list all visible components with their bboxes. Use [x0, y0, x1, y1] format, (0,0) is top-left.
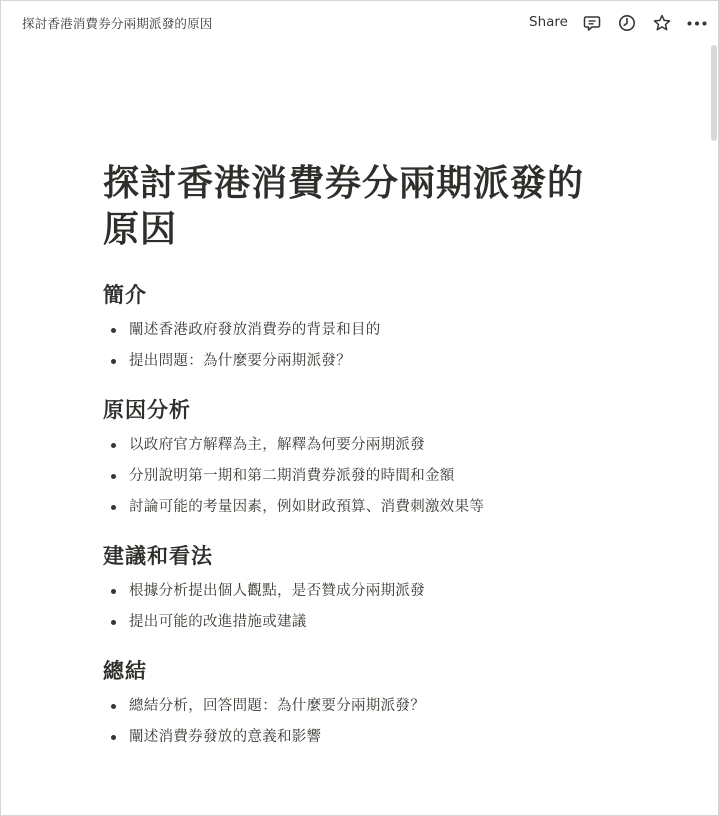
- list-item-text: 闡述香港政府發放消費券的背景和目的: [129, 322, 381, 338]
- section-suggestions: [103, 542, 623, 633]
- list-item[interactable]: [103, 695, 623, 717]
- bullet-list: [103, 580, 623, 633]
- page-title[interactable]: 探討香港消費券分兩期派發的原因: [103, 163, 585, 250]
- list-item[interactable]: [103, 434, 623, 456]
- list-item[interactable]: [103, 611, 623, 633]
- bullet-icon: [111, 328, 116, 333]
- bullet-icon: [111, 443, 116, 448]
- section-heading[interactable]: 建議和看法: [103, 544, 213, 568]
- bullet-icon: [111, 505, 116, 510]
- list-item-text: 提出問題：為什麼要分兩期派發？: [129, 353, 351, 369]
- scrollbar[interactable]: [711, 45, 717, 141]
- list-item-text: 分別說明第一期和第二期消費券派發的時間和金額: [129, 468, 455, 484]
- breadcrumb[interactable]: 探討香港消費券分兩期派發的原因: [22, 16, 213, 31]
- list-item-text: 總結分析，回答問題：為什麼要分兩期派發？: [129, 698, 425, 714]
- bullet-icon: [111, 620, 116, 625]
- more-icon[interactable]: [685, 13, 709, 33]
- bullet-icon: [111, 704, 116, 709]
- list-item-text: 討論可能的考量因素，例如財政預算、消費刺激效果等: [129, 499, 485, 515]
- bullet-icon: [111, 589, 116, 594]
- list-item[interactable]: [103, 726, 623, 748]
- section-analysis: [103, 396, 623, 518]
- bullet-list: [103, 695, 623, 748]
- bullet-icon: [111, 359, 116, 364]
- list-item[interactable]: [103, 580, 623, 602]
- list-item-text: 闡述消費券發放的意義和影響: [129, 729, 322, 745]
- star-icon[interactable]: [652, 13, 672, 33]
- page-content: [103, 161, 623, 757]
- comment-icon[interactable]: [582, 13, 602, 33]
- list-item-text: 以政府官方解釋為主，解釋為何要分兩期派發: [129, 437, 425, 453]
- list-item[interactable]: [103, 350, 623, 372]
- clock-icon[interactable]: [617, 13, 637, 33]
- list-item-text: 提出可能的改進措施或建議: [129, 614, 307, 630]
- section-heading[interactable]: 原因分析: [103, 398, 191, 422]
- bullet-list: [103, 434, 623, 518]
- list-item[interactable]: [103, 465, 623, 487]
- list-item[interactable]: [103, 496, 623, 518]
- topbar: [1, 1, 718, 45]
- section-heading[interactable]: 總結: [103, 659, 147, 683]
- section-conclusion: [103, 657, 623, 748]
- bullet-list: [103, 319, 623, 372]
- bullet-icon: [111, 474, 116, 479]
- list-item[interactable]: [103, 319, 623, 341]
- section-intro: [103, 281, 623, 372]
- share-button[interactable]: Share: [529, 14, 568, 30]
- section-heading[interactable]: 簡介: [103, 283, 147, 307]
- list-item-text: 根據分析提出個人觀點，是否贊成分兩期派發: [129, 583, 425, 599]
- bullet-icon: [111, 735, 116, 740]
